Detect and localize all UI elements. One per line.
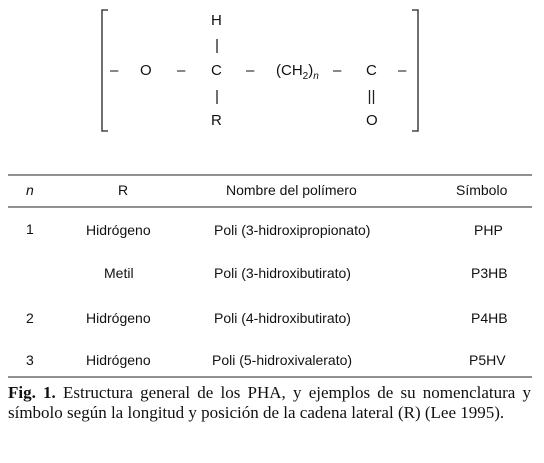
right-bracket [412,10,418,131]
row4-r: Hidrógeno [86,352,151,368]
atom-r: R [211,112,222,129]
ch2-close: ) [308,62,314,79]
left-bracket [102,10,108,131]
dash-1: – [110,62,119,79]
row1-r: Hidrógeno [86,222,151,238]
dash-2: – [177,62,186,79]
row1-n: 1 [26,221,34,237]
row1-symbol: PHP [474,222,503,238]
n-subscript: n [313,71,319,82]
caption-text: Estructura general de los PHA, y ejemplos de su nomenclatura y símbolo según la longitud y posición de la cadena lateral (R) (Lee 1995). [8,383,532,422]
row4-name: Poli (5-hidroxivalerato) [212,352,353,368]
row4-symbol: P5HV [469,352,506,368]
atom-o-carbonyl: O [366,112,378,129]
atom-h: H [211,12,222,29]
ch2-subscript: 2 [302,71,309,82]
row2-r: Metil [104,265,134,281]
dash-5: – [398,62,407,79]
header-n: n [26,182,34,198]
row1-name: Poli (3-hidroxipropionato) [214,222,371,238]
atom-o: O [140,62,152,79]
ch2-prefix: (CH [276,62,303,79]
ch2-group [276,62,319,82]
row4-n: 3 [26,352,34,368]
header-r: R [118,182,129,198]
figure-caption [8,383,531,423]
dash-3: – [246,62,255,79]
header-name: Nombre del polímero [226,182,357,198]
row3-symbol: P4HB [471,310,508,326]
row3-name: Poli (4-hidroxibutirato) [214,310,351,326]
row3-n: 2 [26,310,34,326]
caption-label: Fig. 1. [8,383,56,402]
atom-c-alpha: C [211,62,222,79]
row2-name: Poli (3-hidroxibutirato) [214,265,351,281]
dash-4: – [333,62,342,79]
row3-r: Hidrógeno [86,310,151,326]
row2-symbol: P3HB [471,265,508,281]
atom-c-carbonyl: C [366,62,377,79]
header-symbol: Símbolo [456,182,508,198]
